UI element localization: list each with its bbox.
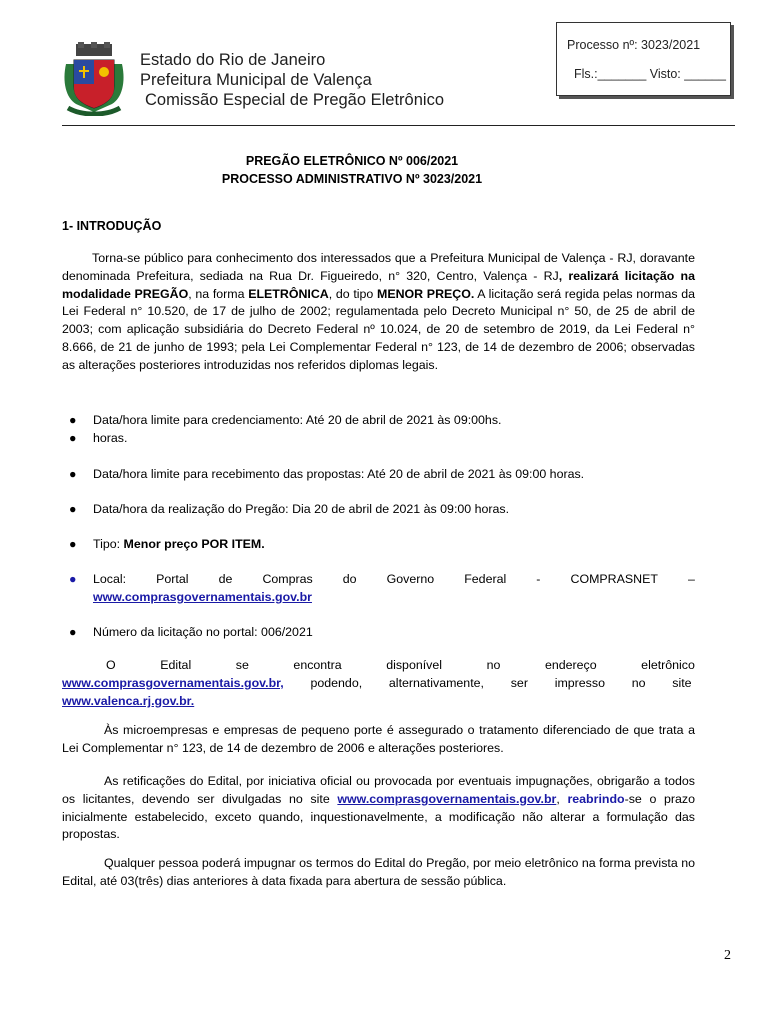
microempresas-paragraph: Às microempresas e empresas de pequeno porte é assegurado o tratamento diferenciado de que trata a Lei Complementar n° 123, de 14 de dezembro de 2006 e alterações posteriores. [62, 723, 695, 755]
folio-visto: Fls.:_______ Visto: ______ [574, 67, 726, 81]
intro-text-1: Torna-se público para conhecimento dos interessados que a Prefeitura Municipal de Valença - RJ, doravante denominada Prefeitura, sediada na Rua Dr. Figueiredo, n° 320, Centro, Valença - RJ [62, 251, 695, 283]
section-heading: 1- INTRODUÇÃO [62, 219, 162, 233]
edital-mid-text: podendo, alternativamente, ser impresso no site [283, 675, 695, 690]
local-word: COMPRASNET [570, 572, 658, 586]
edital-word: O [106, 658, 116, 672]
bullet-dot: ● [69, 572, 77, 586]
edital-word: disponível [386, 658, 443, 672]
local-line [93, 571, 695, 589]
edital-word: no [486, 658, 501, 672]
local-word: de [218, 572, 233, 586]
intro-text-4: , do tipo [328, 286, 377, 301]
comprasnet-link[interactable]: www.comprasgovernamentais.gov.br [93, 589, 312, 604]
bullet-dot: ● [69, 625, 77, 639]
edital-paragraph [62, 657, 695, 710]
bullet-dot: ● [69, 467, 77, 481]
bullet-dot: ● [69, 413, 77, 427]
local-word: - [536, 572, 541, 586]
bullet-dot: ● [69, 431, 77, 445]
header-divider [62, 125, 735, 126]
document-page: Estado do Rio de Janeiro Prefeitura Municipal de Valença Comissão Especial de Pregão Eletrônico Processo nº: 3023/2021 Fls.:_______ Visto: ______ PREGÃO ELETRÔNICO Nº 006/2021 PROCESSO ADMINISTRATIVO Nº 3023/2021 1- INTRODUÇÃO Torna-se público para conhecimento dos interessados que a Prefeitura Municipal de Valença - RJ, doravante denominada Prefeitura, sediada na Rua Dr. Figueiredo, n° 320, Centro, Valença - RJ, realizará licitação na modalidade PREGÃO, na forma ELETRÔNICA, do tipo MENOR PREÇO. A licitação será regida pelas normas da Lei Federal n° 10.520, de 17 de julho de 2002; regulamentada pelo Decreto Municipal n° 50, de 25 de abril de 2003; com aplicação subsidiária do Decreto Federal nº 10.024, de 20 de setembro de 2019, da Lei Federal n° 8.666, de 21 de junho de 1993; pela Lei Complementar Federal n° 123, de 14 de dezembro de 2006; observadas as alterações posteriores introduzidas nos referidos diplomas legais. ● Data/hora limite para credenciamento: Até 20 de abril de 2021 às 09:00hs. ● horas. ● Data/hora limite para recebimento das propostas: Até 20 de abril de 2021 às 09:00 horas. ● Data/hora da realização do Pregão: Dia 20 de abril de 2021 às 09:00 horas. ● Tipo: Menor preço POR ITEM. ● Local: Portal de Compras do Governo Federal - COMPRASNET – www.comprasgovernamentais.gov.br ● Número da licitação no portal: 006/2021 O Edital se encontra disponível no endereço eletrônico www.comprasgovernamentais.gov.br, podendo, alternativamente, ser impresso no site www.valenca.rj.gov.br. Às microempresas e empresas de pequeno porte é assegurado o tratamento diferenciado de que trata a Lei Complementar n° 123, de 14 de dezembro de 2006 e alterações posteriores. As retificações do Edital, por iniciativa oficial ou provocada por eventuais impugnações, obrigarão a todos os licitantes, devendo ser divulgadas no site www.comprasgovernamentais.gov.br, reabrindo-se o prazo inicialmente estabelecido, exceto quando, inquestionavelmente, a modificação não alterar a formulação das propostas. Qualquer pessoa poderá impugnar os termos do Edital do Pregão, por meio eletrônico na forma prevista no Edital, até 03(três) dias anteriores à data fixada para abertura de sessão pública. 2 [0, 0, 770, 1024]
local-word: Portal [156, 572, 189, 586]
local-word: Federal [464, 572, 507, 586]
intro-paragraph [62, 250, 695, 375]
intro-tipo: MENOR PREÇO. [377, 286, 475, 301]
title-pregao: PREGÃO ELETRÔNICO Nº 006/2021 [245, 154, 459, 168]
edital-line [62, 657, 695, 675]
org-state: Estado do Rio de Janeiro [140, 51, 326, 69]
reabrindo-text: reabrindo [567, 791, 625, 806]
page-number: 2 [724, 948, 731, 963]
local-word: – [688, 572, 695, 586]
valenca-site-link[interactable]: www.valenca.rj.gov.br. [62, 693, 195, 708]
edital-word: encontra [293, 658, 342, 672]
intro-text-2: , realizará licitação na modalidade [62, 268, 695, 301]
intro-modalidade: PREGÃO [134, 286, 189, 301]
edital-word: Edital [160, 658, 192, 672]
organization-header [140, 50, 444, 110]
edital-comprasnet-link[interactable]: www.comprasgovernamentais.gov.br, [62, 675, 284, 690]
intro-forma: ELETRÔNICA [248, 286, 329, 301]
edital-word: se [235, 658, 249, 672]
coat-of-arms-logo [62, 42, 126, 116]
local-word: Local: [93, 572, 127, 586]
intro-text-5: A licitação será regida pelas normas da Lei Federal n° 10.520, de 17 de julho de 2002; regulamentada pelo Decreto Municipal n° 50, de 25 de abril de 2003; com aplicação subsidiária do Decreto Federal nº 10.024, de 20 de setembro de 2019, da Lei Federal n° 8.666, de 21 de junho de 1993; pela Lei Complementar Federal n° 123, de 14 de dezembro de 2006; observadas as alterações posteriores introduzidas nos referidos diplomas legais. [62, 286, 696, 372]
org-commission: Comissão Especial de Pregão Eletrônico [145, 91, 444, 109]
process-number: Processo nº: 3023/2021 [567, 38, 701, 52]
org-prefecture: Prefeitura Municipal de Valença [140, 71, 372, 89]
intro-text-3: , na forma [188, 286, 249, 301]
tipo-label: Tipo: [93, 537, 124, 551]
document-title [62, 152, 642, 188]
edital-word: endereço [544, 658, 597, 672]
impugnacao-paragraph: Qualquer pessoa poderá impugnar os termos do Edital do Pregão, por meio eletrônico na forma prevista no Edital, até 03(três) dias anteriores à data fixada para abertura de sessão pública. [62, 856, 695, 888]
bullet-dot: ● [69, 502, 77, 516]
tipo-value: Menor preço POR ITEM. [123, 537, 265, 551]
local-word: Governo [386, 572, 435, 586]
process-stamp-box [556, 22, 731, 96]
title-processo: PROCESSO ADMINISTRATIVO Nº 3023/2021 [221, 172, 483, 186]
retificacoes-link[interactable]: www.comprasgovernamentais.gov.br [337, 791, 557, 806]
retificacoes-paragraph: As retificações do Edital, por iniciativa oficial ou provocada por eventuais impugnações, obrigarão a todos os licitantes, devendo ser divulgadas no site www.comprasgovernamentais.gov.br, reabrindo-se o prazo inicialmente estabelecido, exceto quando, inquestionavelmente, a modificação não alterar a formulação das propostas. [62, 774, 696, 842]
local-word: do [342, 572, 357, 586]
bullet-dot: ● [69, 537, 77, 551]
edital-word: eletrônico [641, 658, 695, 672]
local-word: Compras [262, 572, 313, 586]
